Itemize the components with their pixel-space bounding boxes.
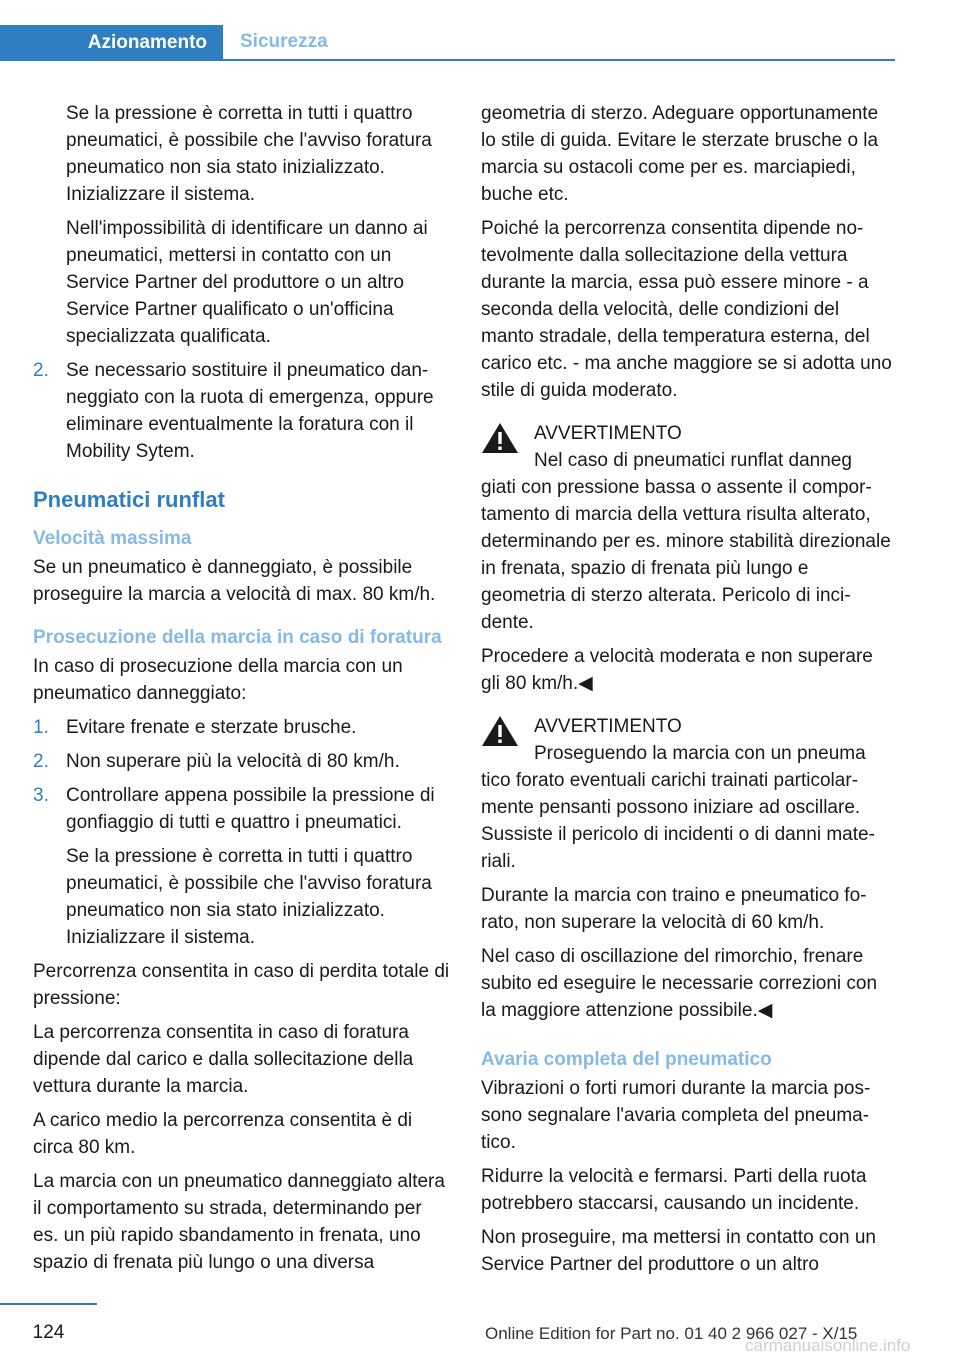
paragraph: Ridurre la velocità e fermarsi. Parti della ruota potrebbero staccarsi, causando un incidente. — [481, 1166, 867, 1214]
warning-title: AVVERTIMENTO — [534, 716, 682, 737]
watermark: carmanualsonline.info — [745, 1336, 911, 1355]
right-column — [481, 100, 895, 1285]
left-column — [33, 100, 451, 1283]
warning-block — [481, 713, 895, 1024]
warning-title: AVVERTIMENTO — [534, 423, 682, 444]
section-heading-runflat: Pneumatici runflat — [33, 487, 225, 512]
list-text: Se necessario sostituire il pneumatico danneggiato con la ruota di emergenza, oppure eliminare eventualmente la foratura con il Mobility Sytem. — [66, 360, 434, 462]
tab-sicurezza[interactable]: Sicurezza — [223, 25, 895, 61]
list-number: 2. — [33, 360, 49, 381]
paragraph: Vibrazioni o forti rumori durante la marcia possono segnalare l'avaria completa del pneumatico. — [481, 1078, 871, 1153]
warning-triangle-icon — [481, 715, 519, 747]
chapter-header — [0, 25, 895, 61]
list-item — [33, 782, 451, 836]
list-text: Evitare frenate e sterzate brusche. — [66, 717, 357, 738]
paragraph: Percorrenza consentita in caso di perdita totale di pressione: — [33, 961, 450, 1009]
paragraph: Se un pneumatico è danneggiato, è possibile proseguire la marcia a velocità di max. 80 km/h. — [33, 557, 436, 605]
warning-text: tico forato eventuali carichi trainati particolarmente pensanti possono iniziare ad oscillare. Sussiste il pericolo di incidenti o di danni materiali. — [481, 770, 875, 872]
paragraph: La marcia con un pneumatico danneggiato altera il comportamento su strada, determinando per es. un più rapido sbandamento in frenata, uno spazio di frenata più lungo o una diversa — [33, 1171, 445, 1273]
list-number: 1. — [33, 717, 49, 738]
paragraph: La percorrenza consentita in caso di foratura dipende dal carico e dalla sollecitazione della vettura durante la marcia. — [33, 1022, 414, 1097]
warning-text: Nel caso di pneumatici runflat danneg — [534, 450, 852, 471]
paragraph: A carico medio la percorrenza consentita è di circa 80 km. — [33, 1110, 413, 1158]
subheading-avaria: Avaria completa del pneumatico — [481, 1049, 772, 1070]
warning-triangle-icon — [481, 422, 519, 454]
footer-divider — [0, 1303, 97, 1305]
page-number: 124 — [32, 1322, 65, 1343]
list-number: 3. — [33, 785, 49, 806]
list-item — [33, 357, 451, 465]
paragraph: Se la pressione è corretta in tutti i quattro pneumatici, è possibile che l'avviso foratura pneumatico non sia stato inizializzato. Inizializzare il sistema. — [66, 103, 432, 205]
edition-text: Online Edition for Part no. 01 40 2 966 027 - X/15 — [485, 1324, 858, 1343]
list-item — [33, 714, 451, 741]
list-item — [33, 748, 451, 775]
paragraph: geometria di sterzo. Adeguare opportunamente lo stile di guida. Evitare le sterzate brusche o la marcia su ostacoli come per es. marciapiedi, buche etc. — [481, 103, 879, 205]
subheading-prosecuzione: Prosecuzione della marcia in caso di foratura — [33, 627, 442, 648]
warning-text: giati con pressione bassa o assente il comportamento di marcia della vettura risulta alterato, determinando per es. minore stabilità direzionale in frenata, spazio di frenata più lungo e geometria di sterzo alterata. Pericolo di incidente. — [481, 477, 891, 633]
subheading-velocita: Velocità massima — [33, 528, 192, 549]
list-number: 2. — [33, 751, 49, 772]
paragraph: Se la pressione è corretta in tutti i quattro pneumatici, è possibile che l'avviso foratura pneumatico non sia stato inizializzato. Inizializzare il sistema. — [66, 846, 432, 948]
paragraph: Nel caso di oscillazione del rimorchio, frenare subito ed eseguire le necessarie correzioni con la maggiore attenzione possibile.◀ — [481, 946, 878, 1021]
list-text: Non superare più la velocità di 80 km/h. — [66, 751, 400, 772]
paragraph: Durante la marcia con traino e pneumatico forato, non superare la velocità di 60 km/h. — [481, 885, 867, 933]
warning-block — [481, 420, 895, 697]
paragraph: Poiché la percorrenza consentita dipende notevolmente dalla sollecitazione della vettura durante la marcia, essa può essere minore - a seconda della velocità, delle condizioni del manto stradale, della temperatura esterna, del carico etc. - ma anche maggiore se si adotta uno stile di guida moderato. — [481, 218, 892, 401]
paragraph: In caso di prosecuzione della marcia con un pneumatico danneggiato: — [33, 656, 403, 704]
paragraph: Nell'impossibilità di identificare un danno ai pneumatici, mettersi in contatto con un Service Partner del produttore o un altro Service Partner qualificato o un'officina specializzata qualificata. — [66, 218, 428, 347]
paragraph: Procedere a velocità moderata e non superare gli 80 km/h.◀ — [481, 646, 873, 694]
paragraph: Non proseguire, ma mettersi in contatto con un Service Partner del produttore o un altro — [481, 1227, 876, 1275]
warning-text: Proseguendo la marcia con un pneuma — [534, 743, 866, 764]
tab-azionamento[interactable]: Azionamento — [0, 25, 223, 61]
list-text: Controllare appena possibile la pressione di gonfiaggio di tutti e quattro i pneumatici. — [66, 785, 435, 833]
